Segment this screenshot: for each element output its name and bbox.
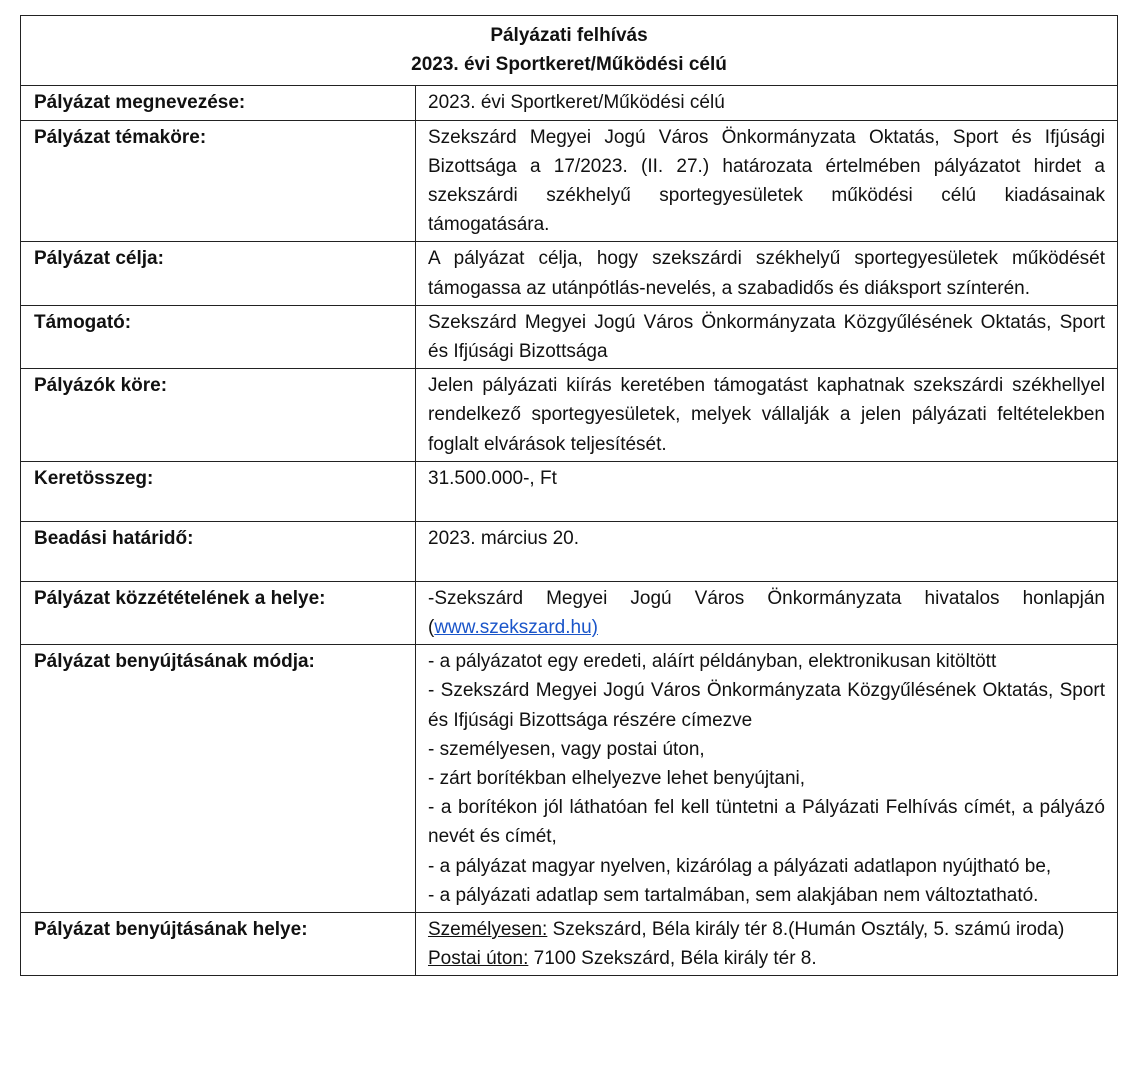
table-row	[21, 521, 1118, 581]
list-item: - a pályázat magyar nyelven, kizárólag a pályázati adatlapon nyújtható be,	[428, 855, 1052, 877]
call-for-proposals-table	[20, 15, 1118, 976]
postal-submission	[428, 944, 1105, 973]
table-row	[21, 305, 1118, 368]
row-label: Pályázat megnevezése:	[21, 86, 416, 120]
table-row	[21, 581, 1118, 644]
row-value: 2023. évi Sportkeret/Működési célú	[416, 86, 1118, 120]
row-value	[416, 581, 1118, 644]
row-label: Pályázat benyújtásának módja:	[21, 645, 416, 913]
table-row	[21, 461, 1118, 521]
personal-address: Szekszárd, Béla király tér 8.(Humán Osztály, 5. számú iroda)	[547, 919, 1065, 941]
table-row	[21, 369, 1118, 462]
row-label: Pályázat témaköre:	[21, 120, 416, 242]
list-item: - Szekszárd Megyei Jogú Város Önkormányzata Közgyűlésének Oktatás, Sport és Ifjúsági Bizottsága részére címezve	[428, 680, 1105, 731]
postal-address: 7100 Szekszárd, Béla király tér 8.	[528, 948, 817, 970]
document-subtitle: 2023. évi Sportkeret/Működési célú	[411, 54, 727, 76]
row-label: Támogató:	[21, 305, 416, 368]
table-header-row	[21, 16, 1118, 86]
row-label: Pályázat benyújtásának helye:	[21, 913, 416, 976]
website-line	[428, 613, 1105, 642]
postal-label: Postai úton:	[428, 948, 529, 970]
table-header-cell	[21, 16, 1118, 86]
row-value: A pályázat célja, hogy szekszárdi székhelyű sportegyesületek működését támogassa az utánpótlás-nevelés, a szabadidős és diáksport színterén.	[416, 242, 1118, 305]
list-item: - a borítékon jól láthatóan fel kell tüntetni a Pályázati Felhívás címét, a pályázó nevét és címét,	[428, 797, 1105, 848]
row-value	[416, 913, 1118, 976]
row-value	[416, 645, 1118, 913]
row-label: Pályázók köre:	[21, 369, 416, 462]
list-item: - zárt borítékban elhelyezve lehet benyújtani,	[428, 768, 806, 790]
paren-open: (	[428, 617, 435, 639]
row-value: Szekszárd Megyei Jogú Város Önkormányzata Oktatás, Sport és Ifjúsági Bizottsága a 17/2023. (II. 27.) határozata értelmében pályázatot hirdet a szekszárdi székhelyű sportegyesületek működési célú kiadásainak támogatására.	[416, 120, 1118, 242]
row-value: Jelen pályázati kiírás keretében támogatást kaphatnak szekszárdi székhellyel rendelkező sportegyesületek, melyek vállalják a jelen pályázati feltételekben foglalt elvárások teljesítését.	[416, 369, 1118, 462]
row-label: Pályázat közzétételének a helye:	[21, 581, 416, 644]
personal-submission	[428, 915, 1105, 944]
row-label: Pályázat célja:	[21, 242, 416, 305]
row-value: 31.500.000-, Ft	[416, 461, 1118, 521]
website-link[interactable]: www.szekszard.hu)	[434, 617, 598, 639]
list-item: - a pályázati adatlap sem tartalmában, sem alakjában nem változtatható.	[428, 884, 1039, 906]
list-item: - a pályázatot egy eredeti, aláírt példányban, elektronikusan kitöltött	[428, 651, 997, 673]
publication-text: -Szekszárd Megyei Jogú Város Önkormányzata hivatalos honlapján	[428, 587, 1105, 609]
list-item: - személyesen, vagy postai úton,	[428, 738, 705, 760]
table-row	[21, 645, 1118, 913]
personal-label: Személyesen:	[428, 919, 548, 941]
table-row	[21, 120, 1118, 242]
row-value: 2023. március 20.	[416, 521, 1118, 581]
row-value: Szekszárd Megyei Jogú Város Önkormányzata Közgyűlésének Oktatás, Sport és Ifjúsági Bizottsága	[416, 305, 1118, 368]
table-row	[21, 242, 1118, 305]
row-label: Beadási határidő:	[21, 521, 416, 581]
row-label: Keretösszeg:	[21, 461, 416, 521]
table-row	[21, 86, 1118, 120]
document-title: Pályázati felhívás	[490, 25, 648, 46]
table-row	[21, 913, 1118, 976]
